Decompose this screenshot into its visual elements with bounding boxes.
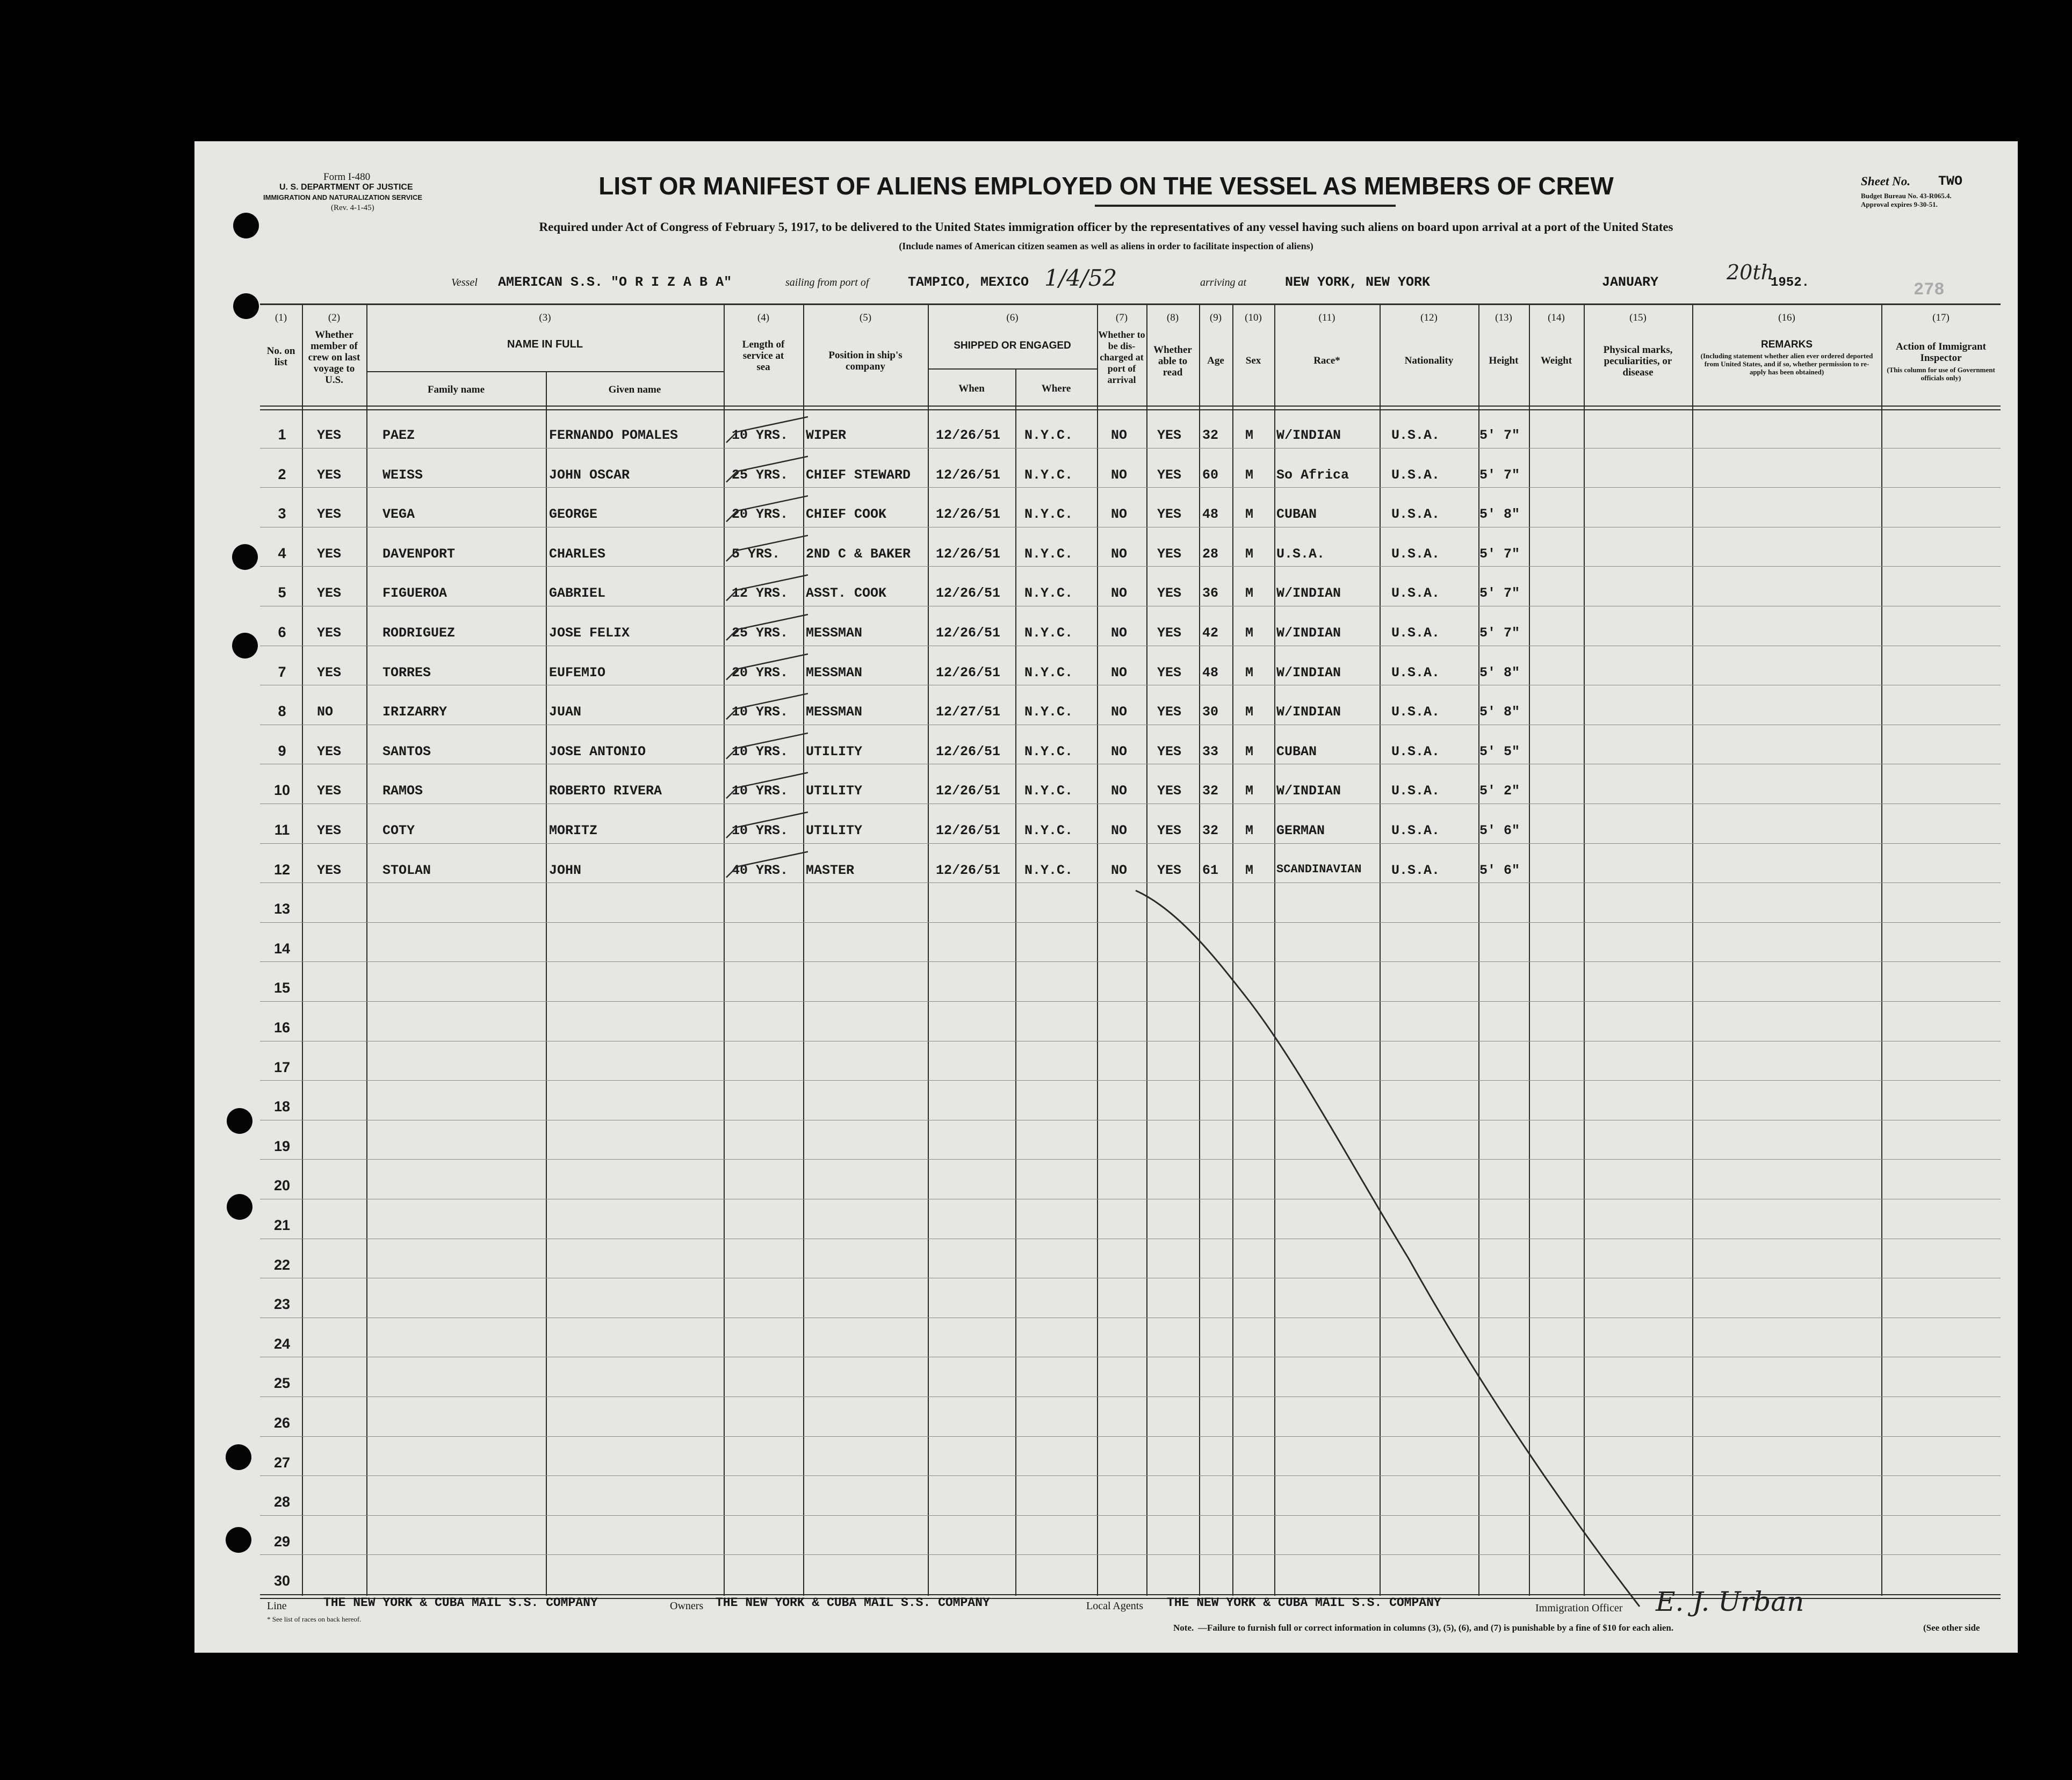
officer-label: Immigration Officer: [1535, 1602, 1623, 1614]
col11-header: Race*: [1313, 355, 1340, 366]
crew-cell: YES: [317, 585, 342, 601]
family-name-cell: STOLAN: [382, 863, 431, 878]
nationality-cell: U.S.A.: [1391, 546, 1440, 562]
discharged-cell: NO: [1111, 863, 1128, 878]
discharged-cell: NO: [1111, 665, 1128, 681]
col17-header: Action of Immigrant Inspector: [1896, 341, 1986, 364]
sex-cell: M: [1245, 744, 1254, 759]
position-cell: 2ND C & BAKER: [806, 546, 911, 562]
col17-number: (17): [1932, 312, 1950, 323]
family-name-cell: RODRIGUEZ: [382, 625, 456, 641]
shipped-where-cell: N.Y.C.: [1024, 823, 1073, 838]
sex-cell: M: [1245, 665, 1254, 681]
family-name-cell: TORRES: [382, 665, 431, 681]
given-name-cell: JOSE FELIX: [549, 625, 630, 641]
discharged-cell: NO: [1111, 428, 1128, 443]
sex-cell: M: [1245, 823, 1254, 838]
discharged-cell: NO: [1111, 625, 1128, 641]
position-cell: ASST. COOK: [806, 585, 887, 601]
agents-label: Local Agents: [1086, 1600, 1144, 1612]
able-to-read-cell: YES: [1157, 665, 1182, 681]
crew-cell: YES: [317, 467, 342, 483]
budget-bureau: Budget Bureau No. 43-R065.4.: [1861, 192, 1952, 200]
sailing-date: 1/4/52: [1044, 265, 1117, 291]
department: U. S. DEPARTMENT OF JUSTICE: [279, 183, 413, 192]
shipped-where-cell: N.Y.C.: [1024, 506, 1073, 522]
row-number: 16: [273, 1019, 291, 1036]
service-length-cell: 10 YRS.: [732, 704, 789, 720]
shipped-where-cell: N.Y.C.: [1024, 546, 1073, 562]
age-cell: 36: [1202, 585, 1219, 601]
shipped-where-cell: N.Y.C.: [1024, 625, 1073, 641]
service-length-cell: 10 YRS.: [732, 428, 789, 443]
vessel-label: Vessel: [451, 277, 478, 288]
crew-cell: YES: [317, 783, 342, 799]
nationality-cell: U.S.A.: [1391, 863, 1440, 878]
race-cell: W/INDIAN: [1276, 585, 1341, 601]
row-number: 7: [278, 664, 286, 680]
service-length-cell: 5 YRS.: [732, 546, 781, 562]
age-cell: 30: [1202, 704, 1219, 720]
form-revision: (Rev. 4-1-45): [331, 204, 374, 212]
row-number: 2: [278, 466, 286, 482]
service-length-cell: 40 YRS.: [732, 863, 789, 878]
family-name-cell: RAMOS: [382, 783, 423, 799]
nationality-cell: U.S.A.: [1391, 585, 1440, 601]
shipped-when-cell: 12/26/51: [936, 467, 1001, 483]
shipped-where-cell: N.Y.C.: [1024, 704, 1073, 720]
cancel-diagonal-line: [194, 141, 2018, 1653]
row-number: 12: [273, 862, 291, 878]
row-number: 11: [274, 822, 290, 838]
col12-header: Nationality: [1404, 355, 1454, 366]
crew-cell: YES: [317, 665, 342, 681]
height-cell: 5' 2": [1479, 783, 1520, 799]
position-cell: UTILITY: [806, 744, 863, 759]
shipped-when-cell: 12/26/51: [936, 428, 1001, 443]
col16-header: REMARKS: [1760, 339, 1813, 350]
col2-header: Whether member of crew on last voyage to U.S.: [308, 329, 360, 386]
height-cell: 5' 7": [1479, 467, 1520, 483]
row-number: 10: [273, 782, 291, 798]
row-number: 20: [273, 1177, 291, 1193]
arriving-label: arriving at: [1200, 277, 1247, 288]
family-name-cell: DAVENPORT: [382, 546, 456, 562]
row-number: 14: [273, 940, 291, 957]
shipped-when-cell: 12/26/51: [936, 665, 1001, 681]
officer-signature: E. J. Urban: [1656, 1586, 1804, 1617]
shipped-where-cell: N.Y.C.: [1024, 863, 1073, 878]
able-to-read-cell: YES: [1157, 744, 1182, 759]
able-to-read-cell: YES: [1157, 585, 1182, 601]
age-cell: 60: [1202, 467, 1219, 483]
row-number: 17: [273, 1059, 291, 1075]
race-cell: W/INDIAN: [1276, 704, 1341, 720]
race-cell: CUBAN: [1276, 506, 1317, 522]
arrival-month: JANUARY: [1602, 274, 1659, 290]
discharged-cell: NO: [1111, 585, 1128, 601]
age-cell: 28: [1202, 546, 1219, 562]
service-length-cell: 20 YRS.: [732, 506, 789, 522]
row-number: 24: [273, 1336, 291, 1352]
col16-subheader: (Including statement whether alien ever ordered deported from United States, and if so, whether permission to re-apply has been obtained): [1700, 352, 1873, 376]
form-id: Form I-480: [323, 171, 371, 183]
service-length-cell: 25 YRS.: [732, 625, 789, 641]
nationality-cell: U.S.A.: [1391, 467, 1440, 483]
position-cell: UTILITY: [806, 783, 863, 799]
shipped-when-cell: 12/26/51: [936, 585, 1001, 601]
col12-number: (12): [1420, 312, 1438, 323]
age-cell: 33: [1202, 744, 1219, 759]
family-name-cell: IRIZARRY: [382, 704, 447, 720]
port-to: NEW YORK, NEW YORK: [1285, 274, 1431, 290]
row-number: 26: [273, 1415, 291, 1431]
able-to-read-cell: YES: [1157, 704, 1182, 720]
position-cell: MASTER: [806, 863, 855, 878]
line-company: THE NEW YORK & CUBA MAIL S.S. COMPANY: [323, 1596, 598, 1610]
position-cell: MESSMAN: [806, 704, 863, 720]
able-to-read-cell: YES: [1157, 467, 1182, 483]
race-cell: So Africa: [1276, 467, 1349, 483]
discharged-cell: NO: [1111, 783, 1128, 799]
height-cell: 5' 8": [1479, 665, 1520, 681]
see-other-side: (See other side: [1923, 1623, 1980, 1633]
row-number: 9: [278, 743, 286, 759]
position-cell: WIPER: [806, 428, 847, 443]
row-number: 6: [278, 624, 286, 640]
discharged-cell: NO: [1111, 506, 1128, 522]
sex-cell: M: [1245, 783, 1254, 799]
col1-number: (1): [275, 312, 287, 323]
shipped-when-cell: 12/26/51: [936, 783, 1001, 799]
col11-number: (11): [1318, 312, 1335, 323]
able-to-read-cell: YES: [1157, 546, 1182, 562]
col3-number: (3): [539, 312, 551, 323]
shipped-when-cell: 12/26/51: [936, 506, 1001, 522]
row-number: 4: [278, 545, 286, 561]
col15-number: (15): [1629, 312, 1647, 323]
height-cell: 5' 8": [1479, 506, 1520, 522]
age-cell: 42: [1202, 625, 1219, 641]
discharged-cell: NO: [1111, 546, 1128, 562]
col6-header: SHIPPED OR ENGAGED: [954, 340, 1071, 351]
crew-cell: YES: [317, 823, 342, 838]
arrival-year: 1952.: [1771, 276, 1810, 290]
port-from: TAMPICO, MEXICO: [908, 274, 1029, 290]
col9-header: Age: [1207, 355, 1224, 366]
service-length-cell: 20 YRS.: [732, 665, 789, 681]
col5-number: (5): [859, 312, 872, 323]
able-to-read-cell: YES: [1157, 625, 1182, 641]
position-cell: MESSMAN: [806, 665, 863, 681]
given-name-cell: EUFEMIO: [549, 665, 606, 681]
row-number: 29: [273, 1533, 291, 1550]
shipped-when-cell: 12/26/51: [936, 744, 1001, 759]
row-number: 19: [273, 1138, 291, 1154]
col5-header: Position in ship's company: [828, 350, 903, 372]
crew-cell: YES: [317, 863, 342, 878]
able-to-read-cell: YES: [1157, 823, 1182, 838]
col7-number: (7): [1115, 312, 1128, 323]
race-cell: U.S.A.: [1276, 546, 1325, 562]
row-number: 3: [278, 505, 286, 522]
col6-number: (6): [1006, 312, 1019, 323]
sex-cell: M: [1245, 704, 1254, 720]
given-name-header: Given name: [608, 384, 661, 395]
shipped-when-cell: 12/26/51: [936, 625, 1001, 641]
row-number: 30: [273, 1573, 291, 1589]
age-cell: 61: [1202, 863, 1219, 878]
row-number: 15: [273, 980, 291, 996]
col4-number: (4): [757, 312, 770, 323]
col3-header: NAME IN FULL: [507, 338, 583, 350]
col13-number: (13): [1495, 312, 1512, 323]
row-number: 18: [273, 1098, 291, 1115]
approval-expiry: Approval expires 9-30-51.: [1861, 200, 1938, 208]
race-cell: CUBAN: [1276, 744, 1317, 759]
race-cell: W/INDIAN: [1276, 428, 1341, 443]
sex-cell: M: [1245, 863, 1254, 878]
crew-cell: YES: [317, 506, 342, 522]
row-number: 5: [278, 584, 286, 600]
shipped-where-cell: N.Y.C.: [1024, 428, 1073, 443]
age-cell: 48: [1202, 506, 1219, 522]
shipped-where-cell: N.Y.C.: [1024, 665, 1073, 681]
nationality-cell: U.S.A.: [1391, 428, 1440, 443]
height-cell: 5' 5": [1479, 744, 1520, 759]
col7-header: Whether to be dis-charged at port of arrival: [1098, 329, 1145, 385]
sex-cell: M: [1245, 506, 1254, 522]
nationality-cell: U.S.A.: [1391, 665, 1440, 681]
page-title: LIST OR MANIFEST OF ALIENS EMPLOYED ON THE VESSEL AS MEMBERS OF CREW: [598, 172, 1614, 200]
service-length-cell: 12 YRS.: [732, 585, 789, 601]
shipped-when-cell: 12/26/51: [936, 823, 1001, 838]
height-cell: 5' 6": [1479, 863, 1520, 878]
where-header: Where: [1041, 383, 1071, 394]
shipped-when-cell: 12/27/51: [936, 704, 1001, 720]
nationality-cell: U.S.A.: [1391, 823, 1440, 838]
stamp-number: 278: [1914, 280, 1945, 300]
family-name-cell: FIGUEROA: [382, 585, 447, 601]
col2-number: (2): [328, 312, 341, 323]
position-cell: MESSMAN: [806, 625, 863, 641]
sailing-label: sailing from port of: [785, 277, 869, 288]
age-cell: 32: [1202, 428, 1219, 443]
race-cell: W/INDIAN: [1276, 625, 1341, 641]
note-label: Note.: [1173, 1623, 1194, 1633]
line-label: Line: [267, 1600, 287, 1612]
sex-cell: M: [1245, 546, 1254, 562]
family-name-cell: WEISS: [382, 467, 423, 483]
col1-header: No. on list: [266, 345, 295, 368]
sex-cell: M: [1245, 585, 1254, 601]
sheet-number: TWO: [1938, 173, 1963, 189]
sheet-label: Sheet No.: [1861, 175, 1910, 188]
crew-cell: YES: [317, 428, 342, 443]
crew-cell: YES: [317, 625, 342, 641]
service-length-cell: 25 YRS.: [732, 467, 789, 483]
shipped-where-cell: N.Y.C.: [1024, 585, 1073, 601]
col8-number: (8): [1166, 312, 1179, 323]
family-name-cell: COTY: [382, 823, 415, 838]
given-name-cell: ROBERTO RIVERA: [549, 783, 662, 799]
col17-subheader: (This column for use of Government officials only): [1887, 366, 1995, 382]
height-cell: 5' 7": [1479, 546, 1520, 562]
sex-cell: M: [1245, 625, 1254, 641]
service-length-cell: 10 YRS.: [732, 823, 789, 838]
able-to-read-cell: YES: [1157, 506, 1182, 522]
nationality-cell: U.S.A.: [1391, 744, 1440, 759]
able-to-read-cell: YES: [1157, 428, 1182, 443]
given-name-cell: GABRIEL: [549, 585, 606, 601]
position-cell: CHIEF STEWARD: [806, 467, 911, 483]
manifest-sheet: [194, 141, 2018, 1653]
crew-cell: YES: [317, 744, 342, 759]
height-cell: 5' 7": [1479, 585, 1520, 601]
crew-cell: NO: [317, 704, 334, 720]
shipped-when-cell: 12/26/51: [936, 546, 1001, 562]
row-number: 21: [273, 1217, 291, 1233]
discharged-cell: NO: [1111, 467, 1128, 483]
discharged-cell: NO: [1111, 823, 1128, 838]
owners-company: THE NEW YORK & CUBA MAIL S.S. COMPANY: [716, 1596, 990, 1610]
include-note: (Include names of American citizen seamen as well as aliens in order to facilitate inspection of aliens): [899, 241, 1313, 251]
given-name-cell: JOSE ANTONIO: [549, 744, 646, 759]
nationality-cell: U.S.A.: [1391, 783, 1440, 799]
given-name-cell: JUAN: [549, 704, 582, 720]
discharged-cell: NO: [1111, 744, 1128, 759]
row-number: 27: [273, 1455, 291, 1471]
when-header: When: [958, 383, 985, 394]
col4-header: Length of service at sea: [742, 339, 785, 373]
position-cell: CHIEF COOK: [806, 506, 887, 522]
given-name-cell: JOHN OSCAR: [549, 467, 630, 483]
shipped-when-cell: 12/26/51: [936, 863, 1001, 878]
row-number: 1: [278, 426, 286, 443]
vessel-name: AMERICAN S.S. "O R I Z A B A": [498, 274, 732, 290]
age-cell: 48: [1202, 665, 1219, 681]
owners-label: Owners: [670, 1600, 704, 1612]
given-name-cell: CHARLES: [549, 546, 606, 562]
col15-header: Physical marks, peculiarities, or disease: [1603, 344, 1673, 378]
legal-requirement: Required under Act of Congress of February 5, 1917, to be delivered to the United States immigration officer by the representatives of any vessel having such aliens on board upon arrival at a port of the United States: [539, 220, 1673, 234]
col14-number: (14): [1548, 312, 1565, 323]
age-cell: 32: [1202, 823, 1219, 838]
shipped-where-cell: N.Y.C.: [1024, 783, 1073, 799]
sex-cell: M: [1245, 467, 1254, 483]
row-number: 22: [273, 1257, 291, 1273]
col14-header: Weight: [1540, 355, 1572, 366]
given-name-cell: MORITZ: [549, 823, 598, 838]
given-name-cell: FERNANDO POMALES: [549, 428, 678, 443]
height-cell: 5' 6": [1479, 823, 1520, 838]
race-cell: W/INDIAN: [1276, 665, 1341, 681]
given-name-cell: GEORGE: [549, 506, 598, 522]
nationality-cell: U.S.A.: [1391, 625, 1440, 641]
col8-header: Whether able to read: [1153, 344, 1192, 378]
service-length-cell: 10 YRS.: [732, 783, 789, 799]
agents-company: THE NEW YORK & CUBA MAIL S.S. COMPANY: [1167, 1596, 1441, 1610]
row-number: 28: [273, 1494, 291, 1510]
shipped-where-cell: N.Y.C.: [1024, 467, 1073, 483]
col16-number: (16): [1778, 312, 1795, 323]
age-cell: 32: [1202, 783, 1219, 799]
shipped-where-cell: N.Y.C.: [1024, 744, 1073, 759]
col9-number: (9): [1209, 312, 1222, 323]
crew-cell: YES: [317, 546, 342, 562]
service-name: IMMIGRATION AND NATURALIZATION SERVICE: [263, 193, 423, 201]
row-number: 13: [273, 901, 291, 917]
family-name-header: Family name: [427, 384, 485, 395]
family-name-cell: VEGA: [382, 506, 415, 522]
race-cell: GERMAN: [1276, 823, 1325, 838]
able-to-read-cell: YES: [1157, 783, 1182, 799]
family-name-cell: SANTOS: [382, 744, 431, 759]
nationality-cell: U.S.A.: [1391, 506, 1440, 522]
fine-note: —Failure to furnish full or correct information in columns (3), (5), (6), and (7) is punishable by a fine of $10 for each alien.: [1198, 1623, 1674, 1633]
races-footnote: * See list of races on back hereof.: [267, 1615, 362, 1623]
sex-cell: M: [1245, 428, 1254, 443]
service-length-cell: 10 YRS.: [732, 744, 789, 759]
discharged-cell: NO: [1111, 704, 1128, 720]
position-cell: UTILITY: [806, 823, 863, 838]
given-name-cell: JOHN: [549, 863, 582, 878]
family-name-cell: PAEZ: [382, 428, 415, 443]
able-to-read-cell: YES: [1157, 863, 1182, 878]
arrival-day: 20th: [1727, 261, 1774, 284]
race-cell: SCANDINAVIAN: [1276, 863, 1362, 876]
col13-header: Height: [1489, 355, 1519, 366]
row-number: 8: [278, 703, 286, 719]
row-number: 23: [273, 1296, 291, 1312]
row-number: 25: [273, 1375, 291, 1391]
col10-number: (10): [1245, 312, 1262, 323]
height-cell: 5' 8": [1479, 704, 1520, 720]
height-cell: 5' 7": [1479, 428, 1520, 443]
nationality-cell: U.S.A.: [1391, 704, 1440, 720]
height-cell: 5' 7": [1479, 625, 1520, 641]
race-cell: W/INDIAN: [1276, 783, 1341, 799]
col10-header: Sex: [1245, 355, 1261, 366]
